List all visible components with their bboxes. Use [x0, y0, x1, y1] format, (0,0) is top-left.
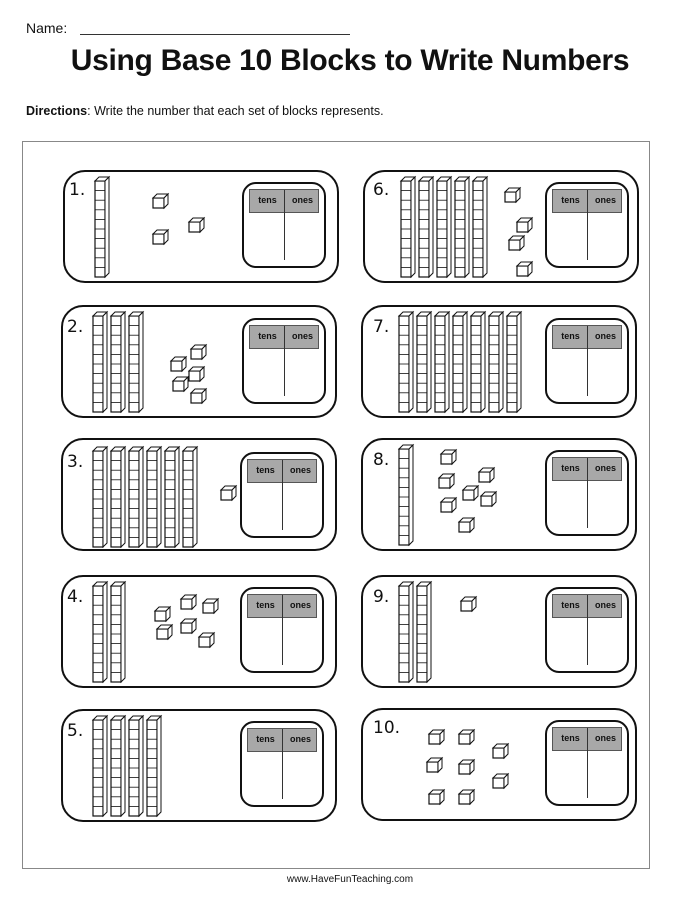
ones-cube-icon [439, 474, 454, 488]
name-field-line[interactable] [80, 34, 350, 35]
ones-cube-icon [191, 389, 206, 403]
problem-card [361, 305, 637, 418]
problem-card [61, 438, 337, 551]
column-divider [284, 190, 285, 260]
ones-cube-icon [441, 450, 456, 464]
problem-number: 10. [373, 718, 401, 738]
ones-header: ones [289, 465, 311, 475]
ones-cube-icon [493, 774, 508, 788]
place-value-chart[interactable] [242, 182, 326, 268]
tens-header: tens [256, 600, 275, 610]
tens-rod-icon [93, 716, 107, 816]
tens-header: tens [561, 195, 580, 205]
directions-text: : Write the number that each set of blocks represents. [87, 104, 384, 118]
directions-label: Directions [26, 104, 88, 118]
ones-header: ones [594, 600, 616, 610]
base-ten-blocks-icon [63, 307, 243, 415]
directions [26, 104, 384, 118]
ones-cube-icon [153, 230, 168, 244]
ones-header: ones [289, 734, 311, 744]
column-divider [587, 190, 588, 260]
column-divider [284, 326, 285, 396]
tens-rod-icon [93, 582, 107, 682]
tens-rod-icon [399, 445, 413, 545]
problem-number: 1. [69, 180, 86, 200]
problem-number: 5. [67, 721, 84, 741]
ones-cube-icon [189, 367, 204, 381]
base-ten-blocks-icon [363, 440, 543, 548]
place-value-chart[interactable] [545, 182, 629, 268]
place-value-chart[interactable] [240, 587, 324, 673]
tens-header: tens [561, 600, 580, 610]
base-ten-blocks-icon [63, 440, 243, 548]
ones-header: ones [594, 733, 616, 743]
ones-header: ones [289, 600, 311, 610]
base-ten-blocks-icon [363, 710, 543, 818]
tens-rod-icon [401, 177, 415, 277]
tens-rod-icon [399, 582, 413, 682]
tens-rod-icon [111, 447, 125, 547]
ones-cube-icon [153, 194, 168, 208]
ones-cube-icon [509, 236, 524, 250]
problem-card [63, 170, 339, 283]
column-divider [587, 728, 588, 798]
ones-cube-icon [171, 357, 186, 371]
ones-cube-icon [459, 760, 474, 774]
ones-header: ones [594, 331, 616, 341]
base-ten-blocks-icon [65, 172, 245, 280]
worksheet-title: Using Base 10 Blocks to Write Numbers [70, 44, 630, 77]
ones-cube-icon [517, 218, 532, 232]
problem-number: 7. [373, 317, 390, 337]
tens-rod-icon [165, 447, 179, 547]
ones-cube-icon [517, 262, 532, 276]
tens-header: tens [561, 331, 580, 341]
ones-cube-icon [427, 758, 442, 772]
tens-rod-icon [489, 312, 503, 412]
tens-rod-icon [435, 312, 449, 412]
ones-cube-icon [459, 790, 474, 804]
problem-number: 4. [67, 587, 84, 607]
ones-cube-icon [459, 518, 474, 532]
ones-cube-icon [189, 218, 204, 232]
tens-rod-icon [419, 177, 433, 277]
ones-cube-icon [481, 492, 496, 506]
problem-card [61, 305, 337, 418]
tens-rod-icon [147, 716, 161, 816]
ones-cube-icon [429, 790, 444, 804]
ones-cube-icon [505, 188, 520, 202]
tens-rod-icon [147, 447, 161, 547]
ones-cube-icon [181, 619, 196, 633]
ones-cube-icon [199, 633, 214, 647]
base-ten-blocks-icon [63, 711, 243, 819]
column-divider [282, 729, 283, 799]
tens-rod-icon [471, 312, 485, 412]
tens-rod-icon [473, 177, 487, 277]
name-label: Name: [26, 20, 68, 36]
column-divider [282, 595, 283, 665]
column-divider [587, 595, 588, 665]
tens-rod-icon [111, 582, 125, 682]
ones-header: ones [594, 463, 616, 473]
place-value-chart[interactable] [545, 720, 629, 806]
tens-rod-icon [129, 447, 143, 547]
problem-card [361, 708, 637, 821]
ones-cube-icon [181, 595, 196, 609]
place-value-chart[interactable] [240, 721, 324, 807]
place-value-chart[interactable] [545, 587, 629, 673]
place-value-chart[interactable] [242, 318, 326, 404]
tens-rod-icon [455, 177, 469, 277]
ones-cube-icon [191, 345, 206, 359]
tens-rod-icon [453, 312, 467, 412]
tens-rod-icon [93, 312, 107, 412]
tens-rod-icon [111, 716, 125, 816]
tens-rod-icon [183, 447, 197, 547]
ones-cube-icon [463, 486, 478, 500]
ones-cube-icon [155, 607, 170, 621]
tens-rod-icon [93, 447, 107, 547]
problem-card [361, 438, 637, 551]
problem-card [61, 709, 337, 822]
place-value-chart[interactable] [545, 318, 629, 404]
place-value-chart[interactable] [545, 450, 629, 536]
ones-cube-icon [493, 744, 508, 758]
ones-cube-icon [429, 730, 444, 744]
tens-rod-icon [129, 312, 143, 412]
tens-header: tens [258, 195, 277, 205]
problem-number: 2. [67, 317, 84, 337]
column-divider [587, 326, 588, 396]
tens-header: tens [256, 465, 275, 475]
footer-website: www.HaveFunTeaching.com [286, 874, 414, 885]
column-divider [282, 460, 283, 530]
problem-number: 6. [373, 180, 390, 200]
base-ten-blocks-icon [363, 307, 543, 415]
ones-cube-icon [173, 377, 188, 391]
tens-rod-icon [95, 177, 109, 277]
ones-cube-icon [441, 498, 456, 512]
base-ten-blocks-icon [365, 172, 545, 280]
tens-rod-icon [417, 312, 431, 412]
ones-cube-icon [203, 599, 218, 613]
tens-header: tens [256, 734, 275, 744]
problem-card [363, 170, 639, 283]
base-ten-blocks-icon [63, 577, 243, 685]
ones-cube-icon [221, 486, 236, 500]
problem-card [61, 575, 337, 688]
ones-header: ones [594, 195, 616, 205]
base-ten-blocks-icon [363, 577, 543, 685]
problem-number: 9. [373, 587, 390, 607]
ones-cube-icon [459, 730, 474, 744]
ones-header: ones [291, 195, 313, 205]
tens-rod-icon [437, 177, 451, 277]
tens-rod-icon [399, 312, 413, 412]
column-divider [587, 458, 588, 528]
tens-header: tens [561, 463, 580, 473]
ones-cube-icon [157, 625, 172, 639]
tens-rod-icon [417, 582, 431, 682]
ones-cube-icon [479, 468, 494, 482]
ones-header: ones [291, 331, 313, 341]
problem-number: 3. [67, 452, 84, 472]
tens-header: tens [258, 331, 277, 341]
problem-card [361, 575, 637, 688]
tens-rod-icon [507, 312, 521, 412]
tens-rod-icon [111, 312, 125, 412]
worksheet-frame [22, 141, 650, 869]
tens-rod-icon [129, 716, 143, 816]
problem-number: 8. [373, 450, 390, 470]
place-value-chart[interactable] [240, 452, 324, 538]
ones-cube-icon [461, 597, 476, 611]
tens-header: tens [561, 733, 580, 743]
